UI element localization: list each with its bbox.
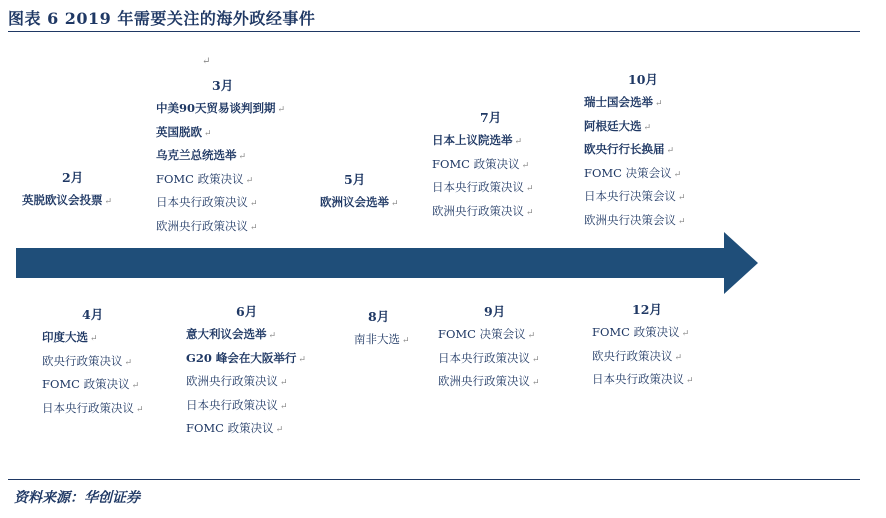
event-item: 欧洲央行政策决议 ↵ [186, 374, 288, 388]
event-item: 阿根廷大选 ↵ [584, 118, 652, 133]
timeline-arrow [16, 232, 760, 294]
event-item: 欧洲议会选举 ↵ [320, 195, 399, 209]
event-item: FOMC 政策决议 ↵ [186, 421, 284, 435]
month-label-feb: 2月 [62, 170, 84, 185]
timeline-arrow-shape [16, 232, 758, 294]
event-group-apr [42, 303, 144, 420]
paragraph-mark: ↵ [202, 56, 211, 67]
event-item: FOMC 政策决议 ↵ [156, 171, 254, 186]
event-item: 日本央行政策决议 ↵ [42, 400, 144, 415]
figure-title: 图表 6 2019 年需要关注的海外政经事件 [8, 9, 316, 28]
event-group-sep [438, 300, 540, 394]
event-item: 乌克兰总统选举 ↵ [156, 148, 247, 162]
month-label-may: 5月 [344, 172, 366, 187]
event-group-mar [156, 74, 285, 238]
top-rule [8, 31, 860, 32]
month-label-sep: 9月 [484, 304, 506, 319]
event-item: 中美90天贸易谈判到期 ↵ [156, 101, 286, 115]
event-item: FOMC 政策决议 ↵ [592, 325, 690, 339]
event-item: 欧洲央行决策会议 ↵ [584, 212, 686, 227]
event-group-feb [22, 166, 112, 213]
bottom-rule [8, 479, 860, 480]
event-item: 意大利议会选举 ↵ [186, 327, 277, 341]
event-item: 欧央行行长换届 ↵ [584, 142, 675, 156]
event-item: 欧央行政策决议 ↵ [592, 348, 683, 363]
event-item: 英脱欧议会投票 ↵ [22, 193, 113, 207]
event-group-may [320, 168, 399, 215]
event-item: FOMC 决策会议 ↵ [438, 327, 536, 341]
month-label-mar: 3月 [212, 78, 234, 93]
month-label-apr: 4月 [82, 307, 104, 322]
month-label-aug: 8月 [368, 309, 390, 324]
month-label-dec: 12月 [632, 302, 662, 317]
month-label-oct: 10月 [628, 72, 658, 87]
event-group-aug [354, 305, 410, 352]
event-item: 欧洲央行政策决议 ↵ [438, 374, 540, 388]
event-item: 英国脱欧 ↵ [156, 124, 212, 139]
event-group-dec [592, 298, 694, 392]
event-item: FOMC 决策会议 ↵ [584, 165, 682, 180]
event-group-jul [432, 106, 534, 223]
event-item: 日本央行政策决议 ↵ [186, 397, 288, 412]
event-item: 欧洲央行政策决议 ↵ [432, 203, 534, 218]
event-item: 日本央行政策决议 ↵ [438, 350, 540, 365]
event-group-oct [584, 68, 686, 232]
event-item: 日本央行决策会议 ↵ [584, 189, 686, 203]
event-item: 日本上议院选举 ↵ [432, 133, 523, 147]
event-item: 日本央行政策决议 ↵ [156, 195, 258, 209]
month-label-jul: 7月 [480, 110, 502, 125]
event-item: 印度大选 ↵ [42, 330, 98, 344]
event-item: 南非大选 ↵ [354, 332, 410, 346]
month-label-jun: 6月 [236, 304, 258, 319]
event-item: 欧洲央行政策决议 ↵ [156, 218, 258, 233]
event-item: FOMC 政策决议 ↵ [42, 377, 140, 391]
event-item: 日本央行政策决议 ↵ [592, 372, 694, 386]
event-item: 日本央行政策决议 ↵ [432, 180, 534, 194]
event-group-jun [186, 300, 306, 441]
source-note: 资料来源：华创证券 [14, 490, 140, 506]
event-item: G20 峰会在大阪举行 ↵ [186, 350, 306, 365]
event-item: 瑞士国会选举 ↵ [584, 95, 663, 109]
event-item: FOMC 政策决议 ↵ [432, 156, 530, 171]
event-item: 欧央行政策决议 ↵ [42, 353, 133, 368]
